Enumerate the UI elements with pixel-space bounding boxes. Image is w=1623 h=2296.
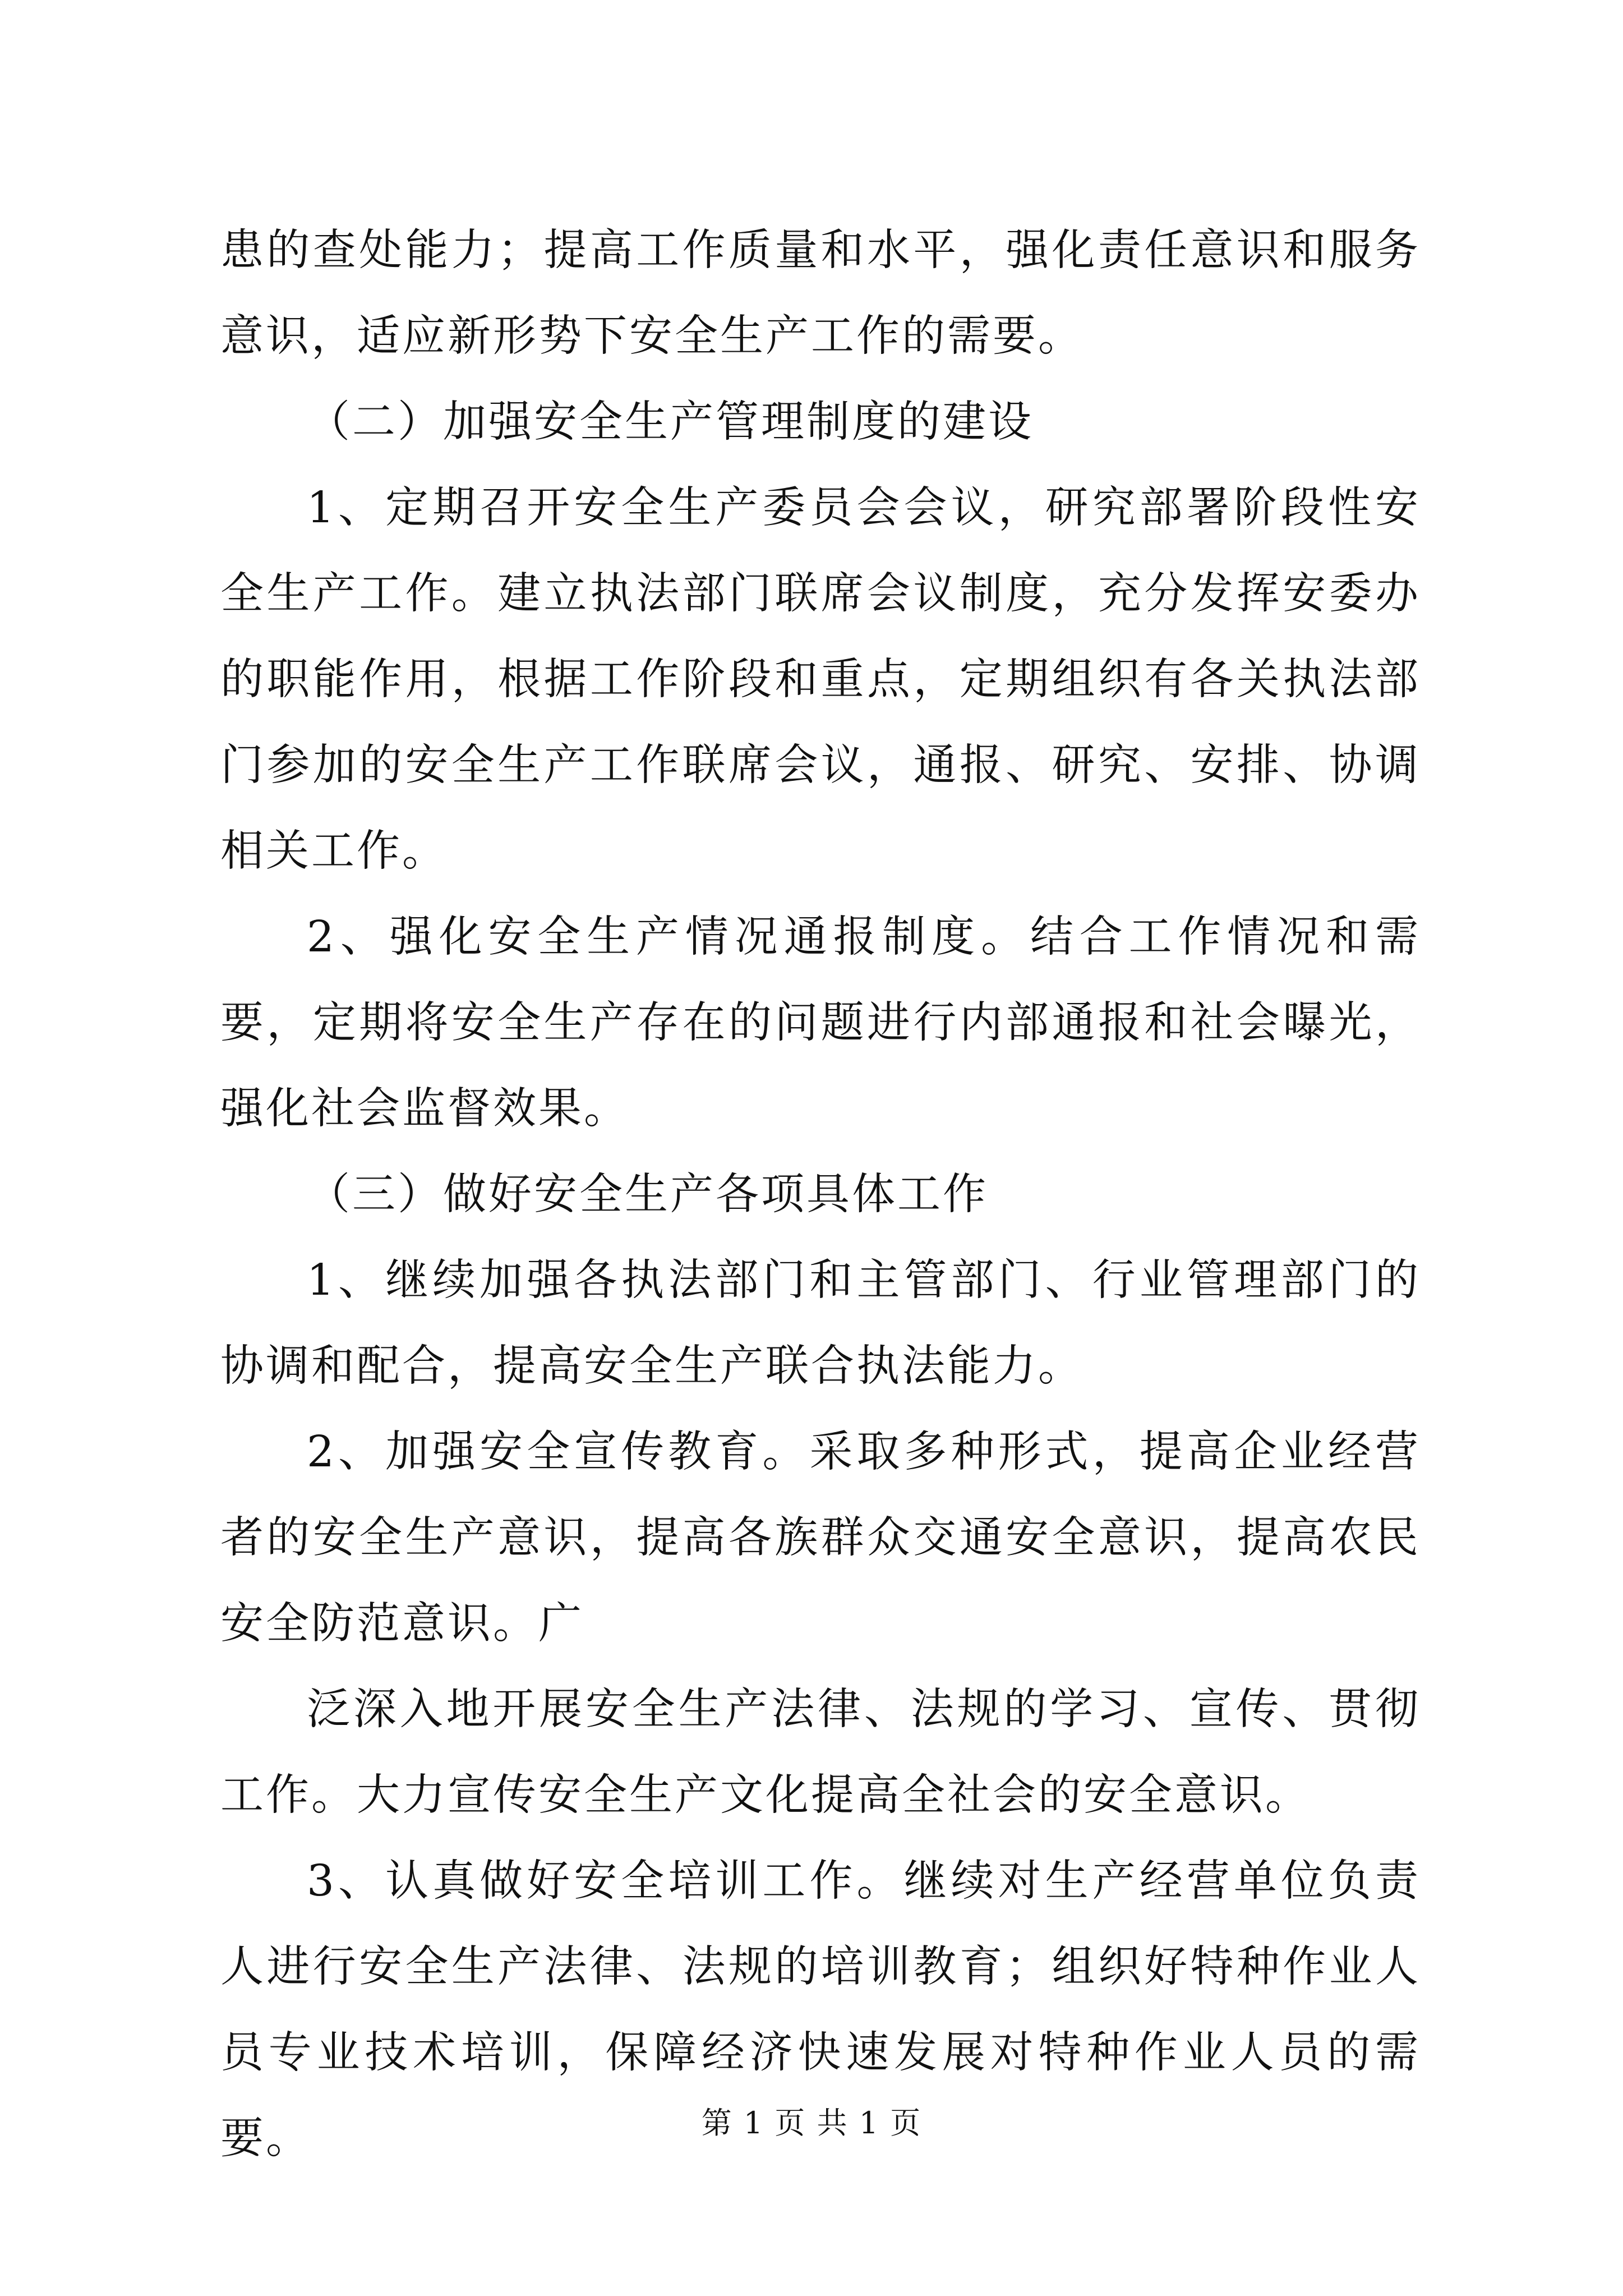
paragraph-3-2: 2、加强安全宣传教育。采取多种形式，提高企业经营者的安全生产意识，提高各族群众交通安全意识，提高农民安全防范意识。广 bbox=[220, 1427, 1421, 1649]
paragraph-3-3: 3、认真做好安全培训工作。继续对生产经营单位负责人进行安全生产法律、法规的培训教育；组织好特种作业人员专业技术培训，保障经济快速发展对特种作业人员的需要。 bbox=[220, 1856, 1421, 2164]
paragraph-3-2-continued: 泛深入地开展安全生产法律、法规的学习、宣传、贯彻工作。大力宣传安全生产文化提高全社会的安全意识。 bbox=[220, 1685, 1421, 1820]
paragraph-3-1: 1、继续加强各执法部门和主管部门、行业管理部门的协调和配合，提高安全生产联合执法能力。 bbox=[220, 1255, 1421, 1391]
paragraph-2-2: 2、强化安全生产情况通报制度。结合工作情况和需要，定期将安全生产存在的问题进行内部通报和社会曝光，强化社会监督效果。 bbox=[220, 912, 1421, 1134]
section-heading-3: （三）做好安全生产各项具体工作 bbox=[307, 1170, 988, 1220]
document-body bbox=[220, 208, 1421, 2182]
paragraph-2-1: 1、定期召开安全生产委员会会议，研究部署阶段性安全生产工作。建立执法部门联席会议制度，充分发挥安委办的职能作用，根据工作阶段和重点，定期组织有各关执法部门参加的安全生产工作联席会议，通报、研究、安排、协调相关工作。 bbox=[220, 483, 1421, 876]
section-heading-2: （二）加强安全生产管理制度的建设 bbox=[307, 397, 1034, 447]
page-footer: 第 1 页 共 1 页 bbox=[701, 2105, 922, 2141]
paragraph-continuation: 患的查处能力；提高工作质量和水平，强化责任意识和服务意识，适应新形势下安全生产工作的需要。 bbox=[220, 226, 1421, 361]
